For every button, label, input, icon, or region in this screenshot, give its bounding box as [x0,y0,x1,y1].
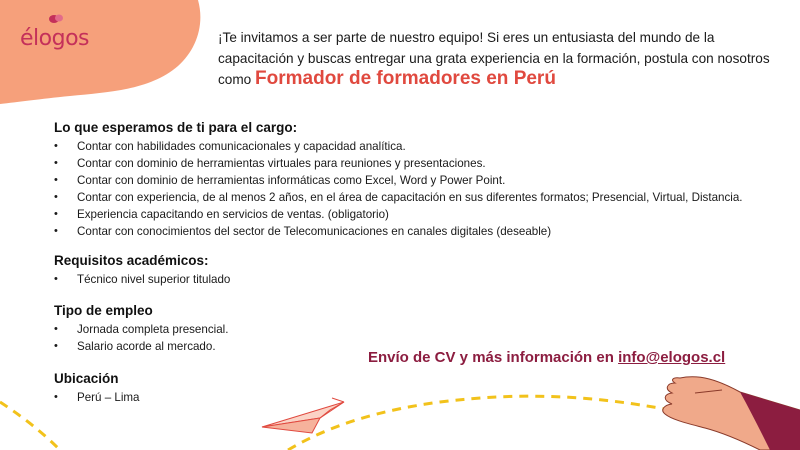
job-title-headline: Formador de formadores en Perú [255,68,556,89]
location-title: Ubicación [54,371,119,386]
list-item: • Contar con dominio de herramientas virtuales para reuniones y presentaciones. [54,155,743,172]
list-item: • Jornada completa presencial. [54,321,228,338]
cta-text [368,349,725,366]
list-item: • Salario acorde al mercado. [54,338,228,355]
list-item: • Contar con experiencia, de al menos 2 años, en el área de capacitación en sus diferentes formatos; Presencial, Virtual, Distancia. [54,189,743,206]
logo-bubble-icon [49,14,63,24]
employment-title: Tipo de empleo [54,303,153,318]
employment-section [54,303,228,355]
list-item: • Contar con conocimientos del sector de Telecomunicaciones en canales digitales (deseable) [54,223,743,240]
academic-list [54,271,230,288]
list-item: • Experiencia capacitando en servicios de ventas. (obligatorio) [54,206,743,223]
list-item: • Perú – Lima [54,389,140,406]
expectations-title: Lo que esperamos de ti para el cargo: [54,120,298,135]
cta-label: Envío de CV y más información en [368,349,619,366]
elogos-logo: élogos [20,26,89,51]
expectations-list [54,138,743,240]
employment-list [54,321,228,355]
location-section [54,371,140,406]
expectations-section [54,120,743,240]
list-item: • Contar con habilidades comunicacionales y capacidad analítica. [54,138,743,155]
intro-paragraph [218,28,788,91]
email-link[interactable]: info@elogos.cl [618,349,726,366]
location-list [54,389,140,406]
academic-section [54,253,230,288]
list-item: • Técnico nivel superior titulado [54,271,230,288]
list-item: • Contar con dominio de herramientas informáticas como Excel, Word y Power Point. [54,172,743,189]
intro-text: ¡Te invitamos a ser parte de nuestro equipo! Si eres un entusiasta del mundo de la capacitación y buscas entregar una grata experiencia en la formación, postula con nosotros como [218,30,770,87]
academic-title: Requisitos académicos: [54,253,209,268]
